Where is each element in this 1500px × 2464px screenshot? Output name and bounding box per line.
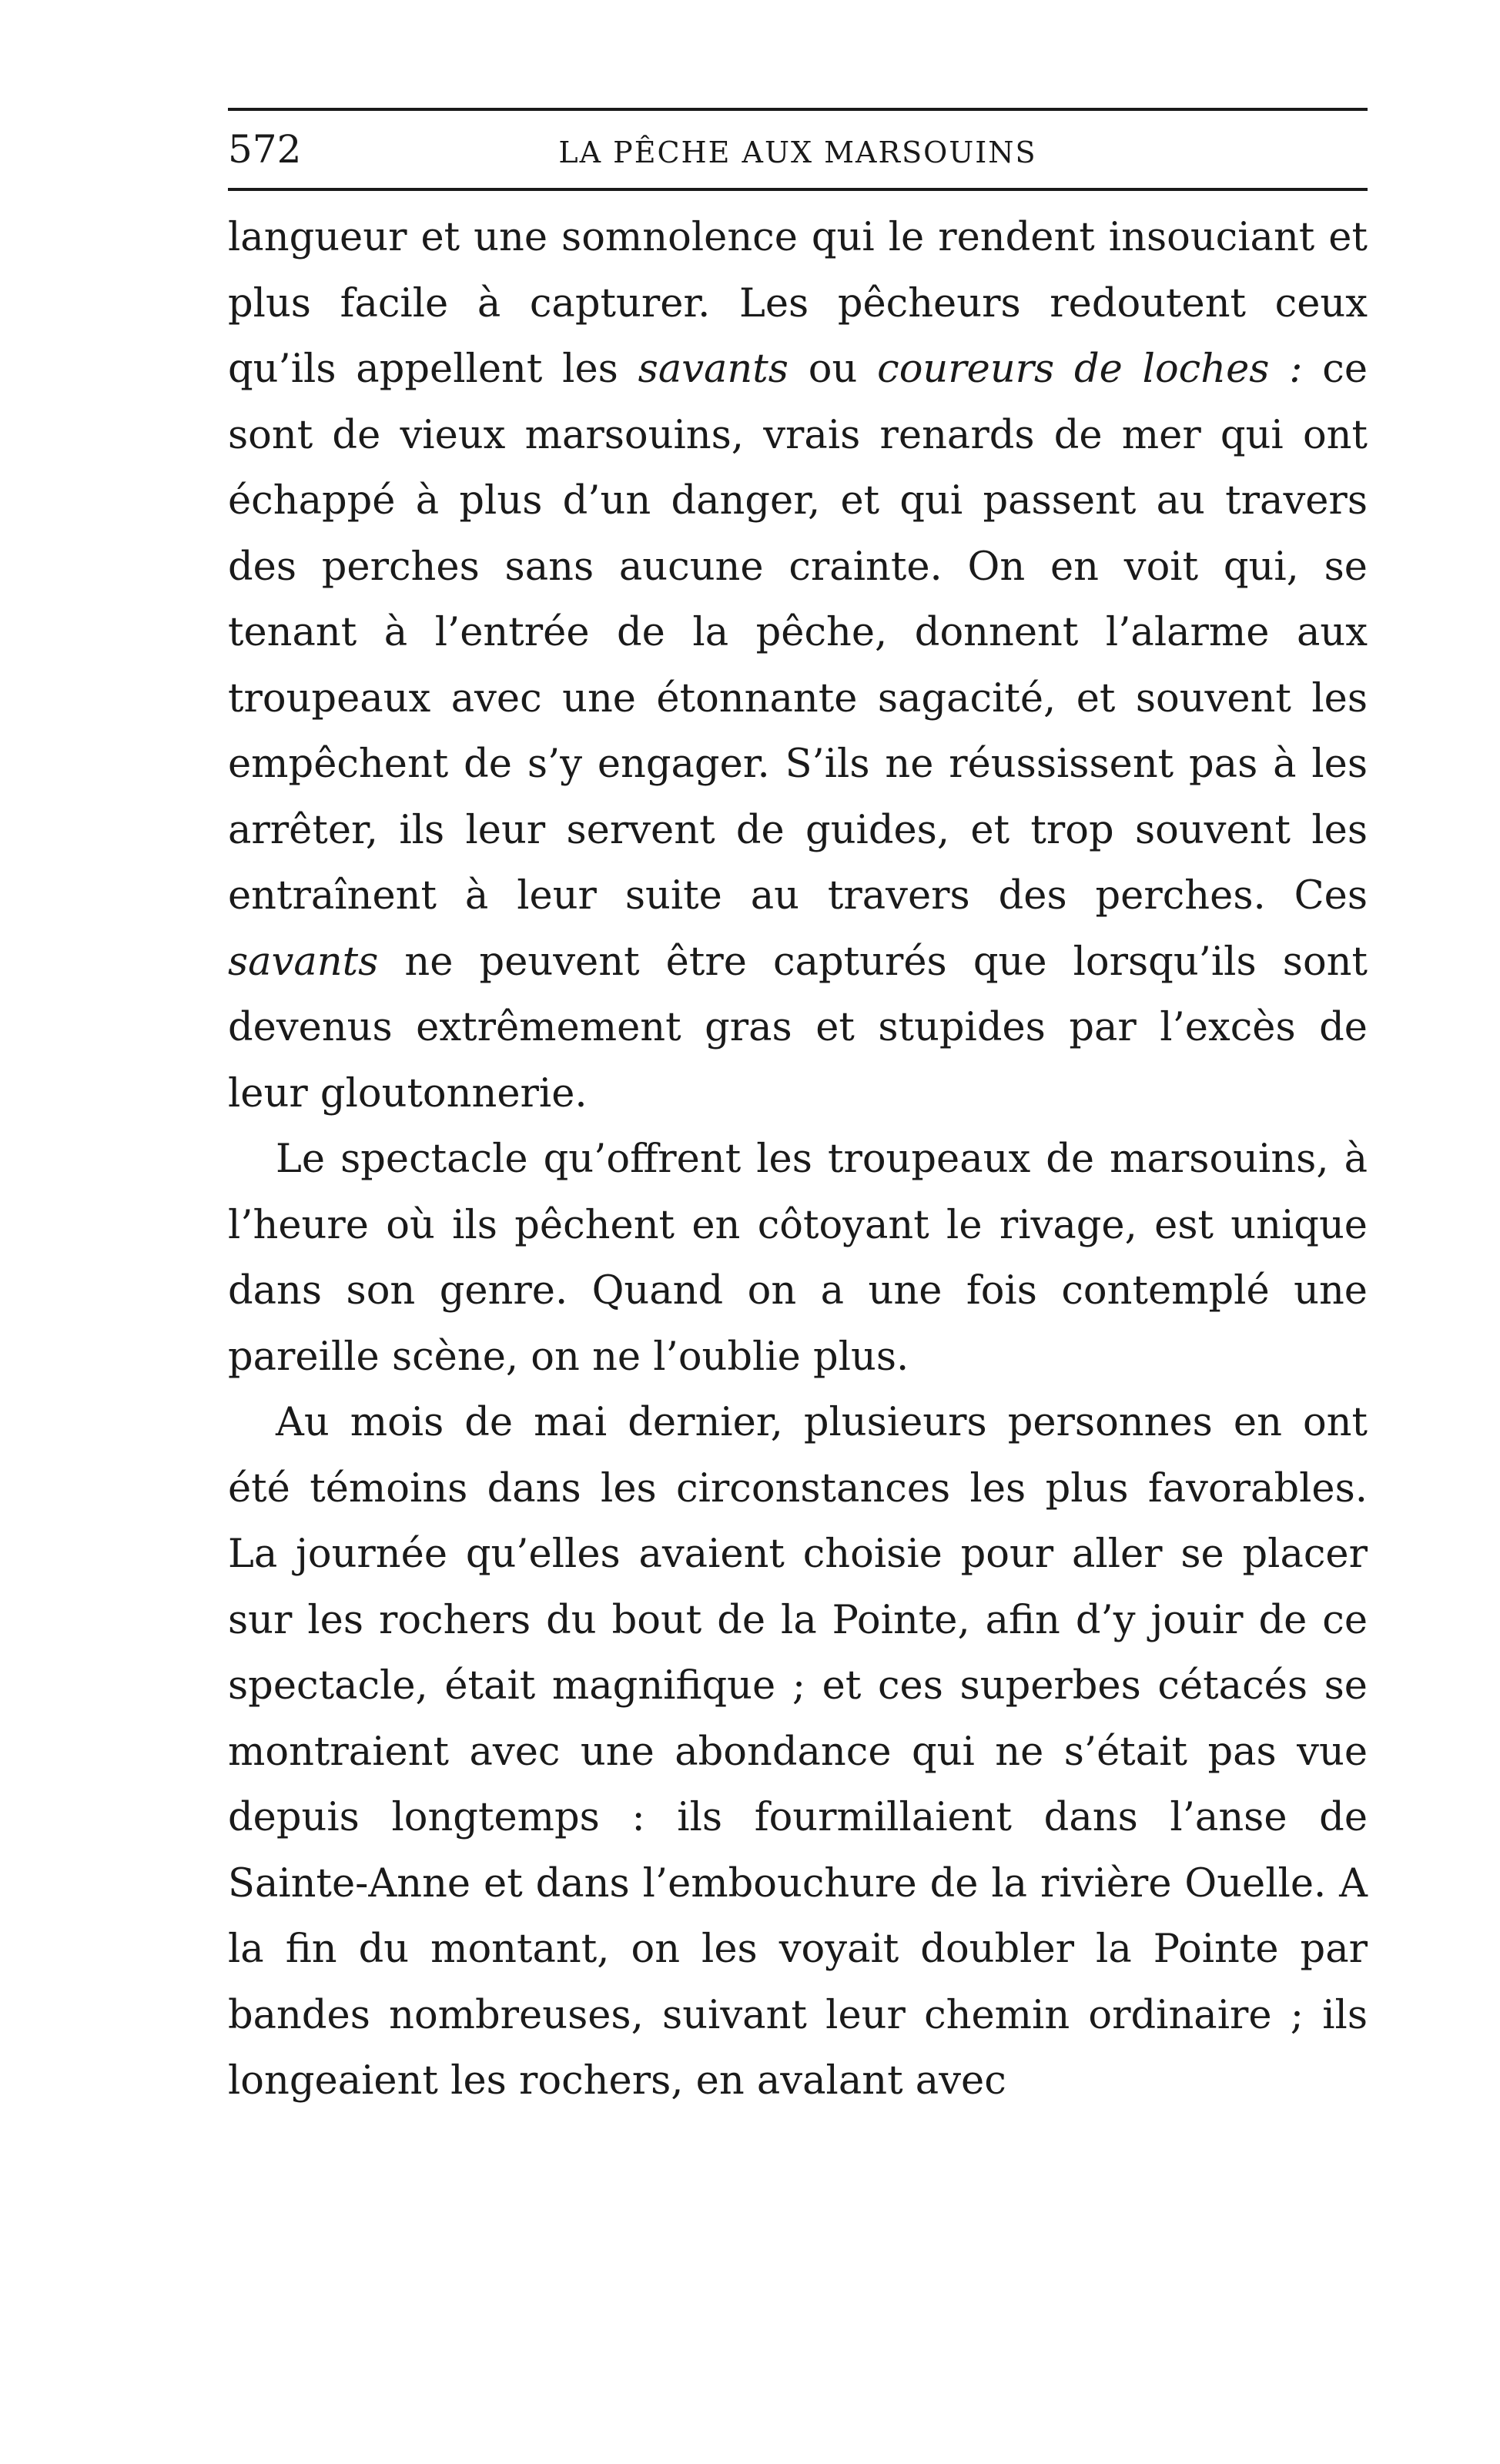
paragraph-1 (228, 205, 1368, 1127)
text-run: ne peuvent être capturés que lorsqu’ils sont devenus extrêmement gras et stupides par l’excès de leur gloutonnerie. (228, 939, 1368, 1116)
italic-run: coureurs de loches : (877, 346, 1303, 392)
paragraph-3: Au mois de mai dernier, plusieurs personnes en ont été témoins dans les circonstances les plus favorables. La journée qu’elles avaient choisie pour aller se placer sur les rochers du bout de la Pointe, afin d’y jouir de ce spectacle, était magnifique ; et ces superbes cétacés se montraient avec une abondance qui ne s’était pas vue depuis longtemps : ils fourmillaient dans l’anse de Sainte-Anne et dans l’embouchure de la rivière Ouelle. A la fin du montant, on les voyait doubler la Pointe par bandes nombreuses, suivant leur chemin ordinaire ; ils longeaient les rochers, en avalant avec (228, 1400, 1368, 2104)
page-number: 572 (228, 127, 302, 172)
text-run: ce sont de vieux marsouins, vrais renards de mer qui ont échappé à plus d’un danger, et qui passent au travers des perches sans aucune crainte. On en voit qui, se tenant à l’entrée de la pêche, donnent l’alarme aux troupeaux avec une étonnante sagacité, et souvent les empêchent de s’y engager. S’ils ne réussissent pas à les arrêter, ils leur servent de guides, et trop souvent les entraînent à leur suite au travers des perches. Ces (228, 346, 1368, 919)
text-run: ou (788, 346, 878, 392)
text-run: langueur et une somnolence qui le rendent insouciant et plus facile à capturer. Les pêcheurs redoutent ceux qu’ils appellent les (228, 215, 1368, 392)
italic-run: savants (638, 346, 789, 392)
body-text (228, 205, 1368, 2114)
book-page (228, 108, 1368, 2341)
running-head: LA PÊCHE AUX MARSOUINS (558, 136, 1037, 169)
page-header (228, 111, 1368, 188)
italic-run: savants (228, 939, 379, 985)
paragraph-2: Le spectacle qu’offrent les troupeaux de marsouins, à l’heure où ils pêchent en côtoyant le rivage, est unique dans son genre. Quand on a une fois contemplé une pareille scène, on ne l’oublie plus. (228, 1137, 1368, 1380)
